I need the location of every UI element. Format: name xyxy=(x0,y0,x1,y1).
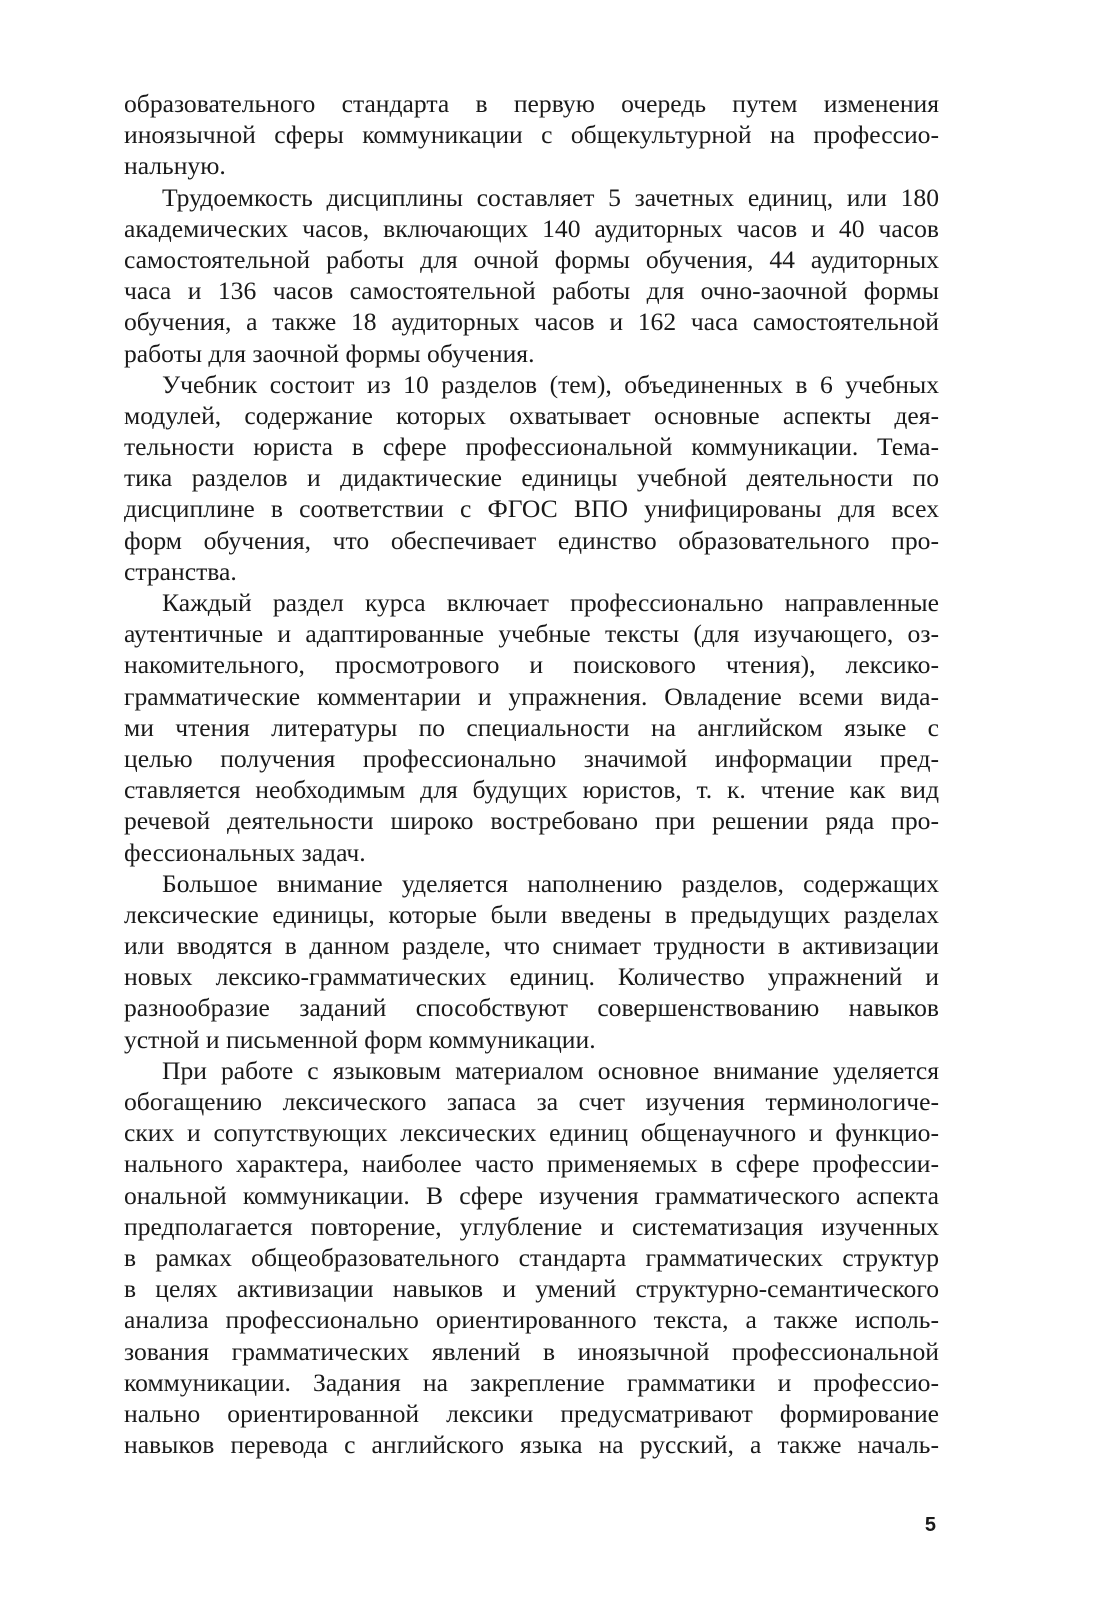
text-line: коммуникации. Задания на закрепление грамматики и профессио- xyxy=(124,1367,939,1397)
paragraph-3 xyxy=(124,369,939,587)
paragraph-1 xyxy=(124,88,939,182)
text-line: часа и 136 часов самостоятельной работы для очно-заочной формы xyxy=(124,276,939,306)
text-line: дисциплине в соответствии с ФГОС ВПО унифицированы для всех xyxy=(124,494,939,524)
text-line: При работе с языковым материалом основное внимание уделяется xyxy=(162,1055,939,1085)
text-line: в целях активизации навыков и умений структурно-семантического xyxy=(124,1274,939,1304)
text-line: анализа профессионально ориентированного текста, а также исполь- xyxy=(124,1305,939,1335)
paragraph-4 xyxy=(124,587,939,868)
text-line: или вводятся в данном разделе, что снимает трудности в активизации xyxy=(124,931,939,961)
text-line: грамматические комментарии и упражнения. Овладение всеми вида- xyxy=(124,681,939,711)
paragraph-6 xyxy=(124,1055,939,1460)
text-line: Каждый раздел курса включает профессионально направленные xyxy=(162,588,939,617)
text-line: образовательного стандарта в первую очередь путем изменения xyxy=(124,89,939,118)
text-line: аутентичные и адаптированные учебные тексты (для изучающего, оз- xyxy=(124,619,939,649)
text-line: нальную. xyxy=(124,151,226,181)
text-line: речевой деятельности широко востребовано при решении ряда про- xyxy=(124,806,939,836)
text-line: Учебник состоит из 10 разделов (тем), объединенных в 6 учебных xyxy=(162,369,939,399)
page-body xyxy=(124,88,939,1460)
text-line: модулей, содержание которых охватывает основные аспекты дея- xyxy=(124,400,939,430)
text-line: обучения, а также 18 аудиторных часов и 162 часа самостоятельной xyxy=(124,307,939,337)
text-line: навыков перевода с английского языка на русский, а также началь- xyxy=(124,1430,939,1460)
text-line: Большое внимание уделяется наполнению разделов, содержащих xyxy=(162,868,939,898)
text-line: устной и письменной форм коммуникации. xyxy=(124,1024,596,1054)
text-line: тельности юриста в сфере профессиональной коммуникации. Тема- xyxy=(124,432,939,462)
text-line: фессиональных задач. xyxy=(124,837,366,867)
text-line: академических часов, включающих 140 аудиторных часов и 40 часов xyxy=(124,213,939,243)
paragraph-5 xyxy=(124,868,939,1055)
text-line: тика разделов и дидактические единицы учебной деятельности по xyxy=(124,463,939,493)
text-line: ми чтения литературы по специальности на английском языке с xyxy=(124,712,939,742)
text-line: лексические единицы, которые были введены в предыдущих разделах xyxy=(124,899,939,929)
text-line: работы для заочной формы обучения. xyxy=(124,338,535,368)
text-line: ских и сопутствующих лексических единиц общенаучного и функцио- xyxy=(124,1118,939,1148)
text-line: зования грамматических явлений в иноязычной профессиональной xyxy=(124,1336,939,1366)
text-line: разнообразие заданий способствуют совершенствованию навыков xyxy=(124,993,939,1023)
text-line: целью получения профессионально значимой информации пред- xyxy=(124,743,939,773)
text-line: форм обучения, что обеспечивает единство образовательного про- xyxy=(124,525,939,555)
paragraph-2 xyxy=(124,182,939,369)
text-line: в рамках общеобразовательного стандарта грамматических структур xyxy=(124,1242,939,1272)
text-line: нального характера, наиболее часто применяемых в сфере профессии- xyxy=(124,1149,939,1179)
text-line: обогащению лексического запаса за счет изучения терминологиче- xyxy=(124,1087,939,1116)
text-line: ональной коммуникации. В сфере изучения грамматического аспекта xyxy=(124,1180,939,1210)
text-line: новых лексико-грамматических единиц. Количество упражнений и xyxy=(124,962,939,992)
page-number: 5 xyxy=(924,1514,936,1536)
text-line: накомительного, просмотрового и поискового чтения), лексико- xyxy=(124,650,939,680)
text-line: ставляется необходимым для будущих юристов, т. к. чтение как вид xyxy=(124,775,939,805)
text-line: предполагается повторение, углубление и систематизация изученных xyxy=(124,1211,939,1241)
text-line: иноязычной сферы коммуникации с общекультурной на профессио- xyxy=(124,120,939,150)
text-line: странства. xyxy=(124,556,237,586)
text-line: нально ориентированной лексики предусматривают формирование xyxy=(124,1398,939,1428)
text-line: Трудоемкость дисциплины составляет 5 зачетных единиц, или 180 xyxy=(162,182,939,212)
text-line: самостоятельной работы для очной формы обучения, 44 аудиторных xyxy=(124,244,939,274)
